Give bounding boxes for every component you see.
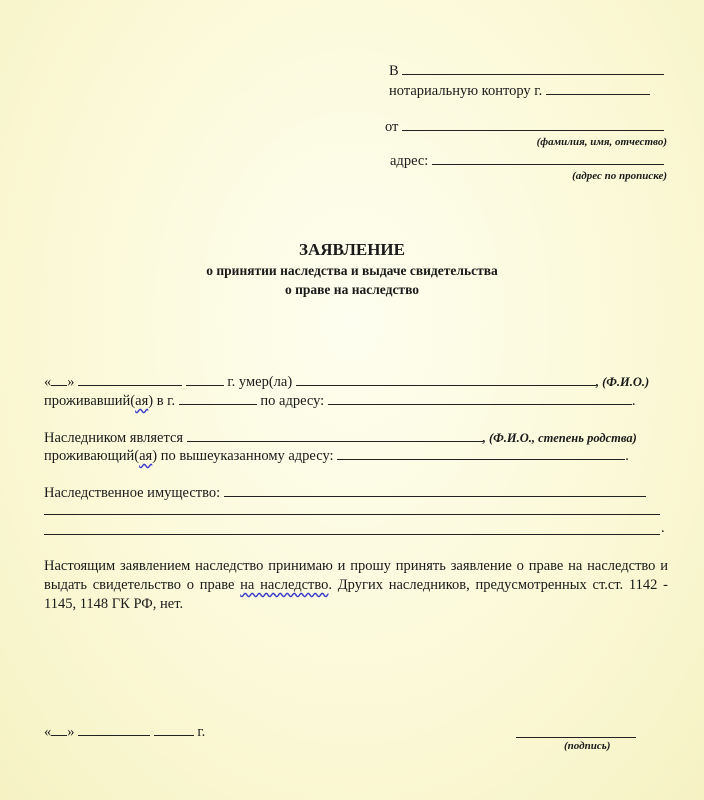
- document-subtitle-1: о принятии наследства и выдаче свидетельства: [206, 263, 498, 278]
- living-suffix: ) по вышеуказанному адресу:: [152, 448, 334, 464]
- heir-fio-field[interactable]: [187, 429, 483, 442]
- address-hint: (адрес по прописке): [572, 170, 667, 182]
- property-field-3[interactable]: [44, 534, 660, 535]
- heir-address-field[interactable]: [337, 447, 625, 460]
- quote-open: «: [44, 724, 52, 740]
- death-year-field[interactable]: [186, 373, 224, 386]
- property-field-2[interactable]: [44, 514, 660, 515]
- footer-day-field[interactable]: [51, 723, 67, 736]
- deceased-address-field[interactable]: [328, 392, 632, 405]
- deceased-fio-field[interactable]: [296, 373, 596, 386]
- signature-field[interactable]: [516, 737, 636, 738]
- footer-year-suffix: г.: [197, 724, 206, 740]
- city-field[interactable]: [546, 82, 650, 95]
- property-label: Наследственное имущество:: [44, 485, 221, 501]
- document-title: ЗАЯВЛЕНИЕ: [298, 240, 405, 259]
- to-field[interactable]: [402, 62, 664, 75]
- heir-row: [44, 429, 637, 447]
- living-gender-suffix: ая: [139, 448, 153, 464]
- to-row: [389, 62, 664, 80]
- address-label: адрес:: [390, 153, 429, 169]
- address-field[interactable]: [432, 152, 664, 165]
- period: .: [625, 448, 629, 464]
- property-row: [44, 484, 646, 502]
- footer-year-field[interactable]: [154, 723, 194, 736]
- notary-row: [389, 82, 650, 100]
- quote-close: »: [67, 724, 75, 740]
- from-label: от: [385, 119, 399, 135]
- fio-hint: (фамилия, имя, отчество): [536, 136, 667, 148]
- living-prefix: проживающий(: [44, 448, 140, 464]
- lived-gender-suffix: ая: [135, 393, 149, 409]
- quote-open: «: [44, 374, 52, 390]
- signature-hint: (подпись): [564, 740, 611, 752]
- footer-month-field[interactable]: [78, 723, 150, 736]
- statement-wavy-text: на наследство: [240, 577, 329, 593]
- deceased-city-field[interactable]: [179, 392, 257, 405]
- property-field-1[interactable]: [224, 484, 646, 497]
- notary-label: нотариальную контору г.: [389, 83, 543, 99]
- statement-text-before: Настоящим заявлением наследство принимаю и прошу принять заявление о праве на наследство и выдать свидетельство о праве: [44, 558, 668, 593]
- address-row: [390, 152, 664, 170]
- lived-suffix: ) в г.: [148, 393, 176, 409]
- heir-label: Наследником является: [44, 430, 184, 446]
- statement-text-after: . Других наследников, предусмотренных ст.ст. 1142 - 1145, 1148 ГК РФ, нет.: [44, 577, 668, 612]
- death-month-field[interactable]: [78, 373, 182, 386]
- heir-residence-row: [44, 447, 629, 465]
- deceased-residence-row: [44, 392, 635, 410]
- from-row: [385, 118, 664, 136]
- heir-fio-hint: , (Ф.И.О., степень родства): [482, 431, 637, 445]
- lived-prefix: проживавший(: [44, 393, 136, 409]
- statement-paragraph: [44, 557, 668, 614]
- to-label: В: [389, 63, 399, 79]
- deceased-address-label: по адресу:: [260, 393, 325, 409]
- quote-close: »: [67, 374, 75, 390]
- document-subtitle-2: о праве на наследство: [284, 282, 420, 297]
- death-day-field[interactable]: [51, 373, 67, 386]
- period: .: [631, 393, 636, 409]
- deceased-fio-hint: , (Ф.И.О.): [595, 375, 650, 389]
- property-end: .: [661, 520, 665, 536]
- deceased-row: [44, 373, 649, 391]
- died-label: г. умер(ла): [227, 374, 293, 390]
- footer-date-row: [44, 723, 205, 741]
- from-field[interactable]: [402, 118, 664, 131]
